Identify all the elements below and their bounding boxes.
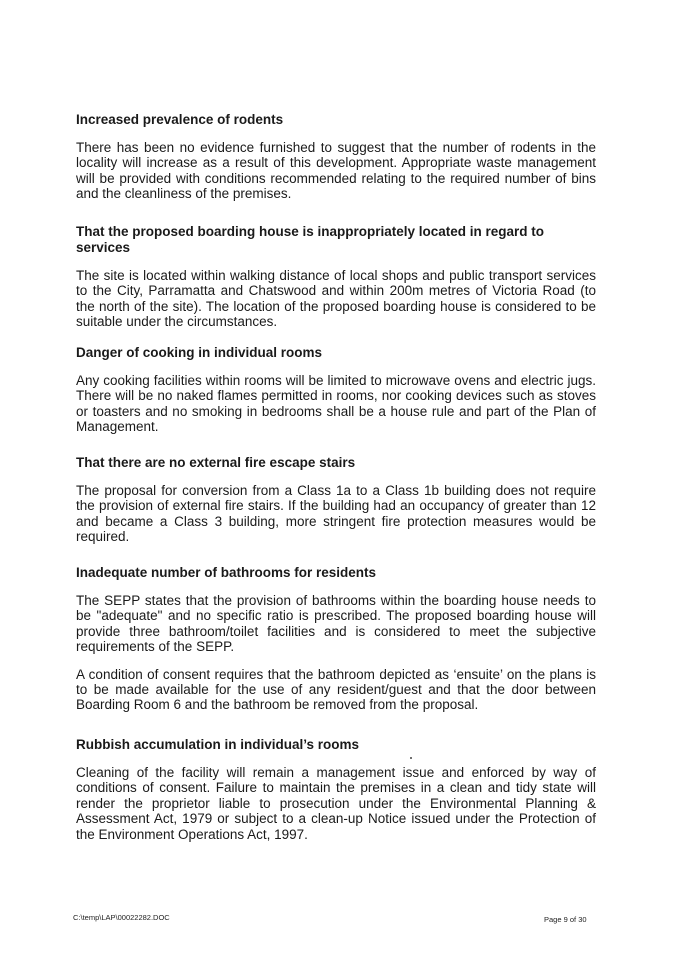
- section-paragraph: The SEPP states that the provision of bathrooms within the boarding house needs to be "adequate" and no specific ratio is prescribed. The proposed boarding house will provide three bathroom/toilet facilities and is considered to meet the subjective requirements of the SEPP.: [76, 593, 596, 655]
- scan-speck: [410, 757, 412, 759]
- section-paragraph: The proposal for conversion from a Class 1a to a Class 1b building does not require the provision of external fire stairs. If the building had an occupancy of greater than 12 and became a Class 3 building, more stringent fire protection measures would be required.: [76, 483, 596, 545]
- section-heading: That there are no external fire escape stairs: [76, 455, 356, 470]
- section-paragraph: A condition of consent requires that the bathroom depicted as ‘ensuite’ on the plans is to be made available for the use of any resident/guest and that the door between Boarding Room 6 and the bathroom be removed from the proposal.: [76, 666, 596, 713]
- section-heading: Inadequate number of bathrooms for residents: [76, 565, 377, 580]
- section-location: [76, 224, 596, 330]
- section-paragraph: Cleaning of the facility will remain a management issue and enforced by way of conditions of consent. Failure to maintain the premises in a clean and tidy state will render the proprietor liable to prosecution under the Environmental Planning & Assessment Act, 1979 or subject to a clean-up Notice issued under the Protection of the Environment Operations Act, 1997.: [76, 765, 596, 842]
- section-heading: That the proposed boarding house is inappropriately located in regard to services: [76, 224, 545, 255]
- section-fire-stairs: [76, 455, 596, 545]
- section-rubbish: [76, 737, 596, 842]
- section-paragraph: The site is located within walking distance of local shops and public transport services to the City, Parramatta and Chatswood and within 200m metres of Victoria Road (to the north of the site). The location of the proposed boarding house is considered to be suitable under the circumstances.: [76, 268, 596, 330]
- section-heading: Rubbish accumulation in individual’s rooms: [76, 737, 360, 752]
- section-rodents: [76, 112, 596, 202]
- section-paragraph: Any cooking facilities within rooms will be limited to microwave ovens and electric jugs. There will be no naked flames permitted in rooms, nor cooking devices such as stoves or toasters and no smoking in bedrooms shall be a house rule and part of the Plan of Management.: [76, 373, 596, 435]
- section-heading: Increased prevalence of rodents: [76, 112, 284, 127]
- footer-page-number: Page 9 of 30: [544, 915, 587, 924]
- footer-file-path: C:\temp\LAP\00022282.DOC: [73, 913, 170, 922]
- section-heading: Danger of cooking in individual rooms: [76, 345, 323, 360]
- section-bathrooms: [76, 565, 596, 713]
- section-cooking: [76, 345, 596, 435]
- section-paragraph: There has been no evidence furnished to suggest that the number of rodents in the locality will increase as a result of this development. Appropriate waste management will be provided with conditions recommended relating to the required number of bins and the cleanliness of the premises.: [76, 140, 596, 202]
